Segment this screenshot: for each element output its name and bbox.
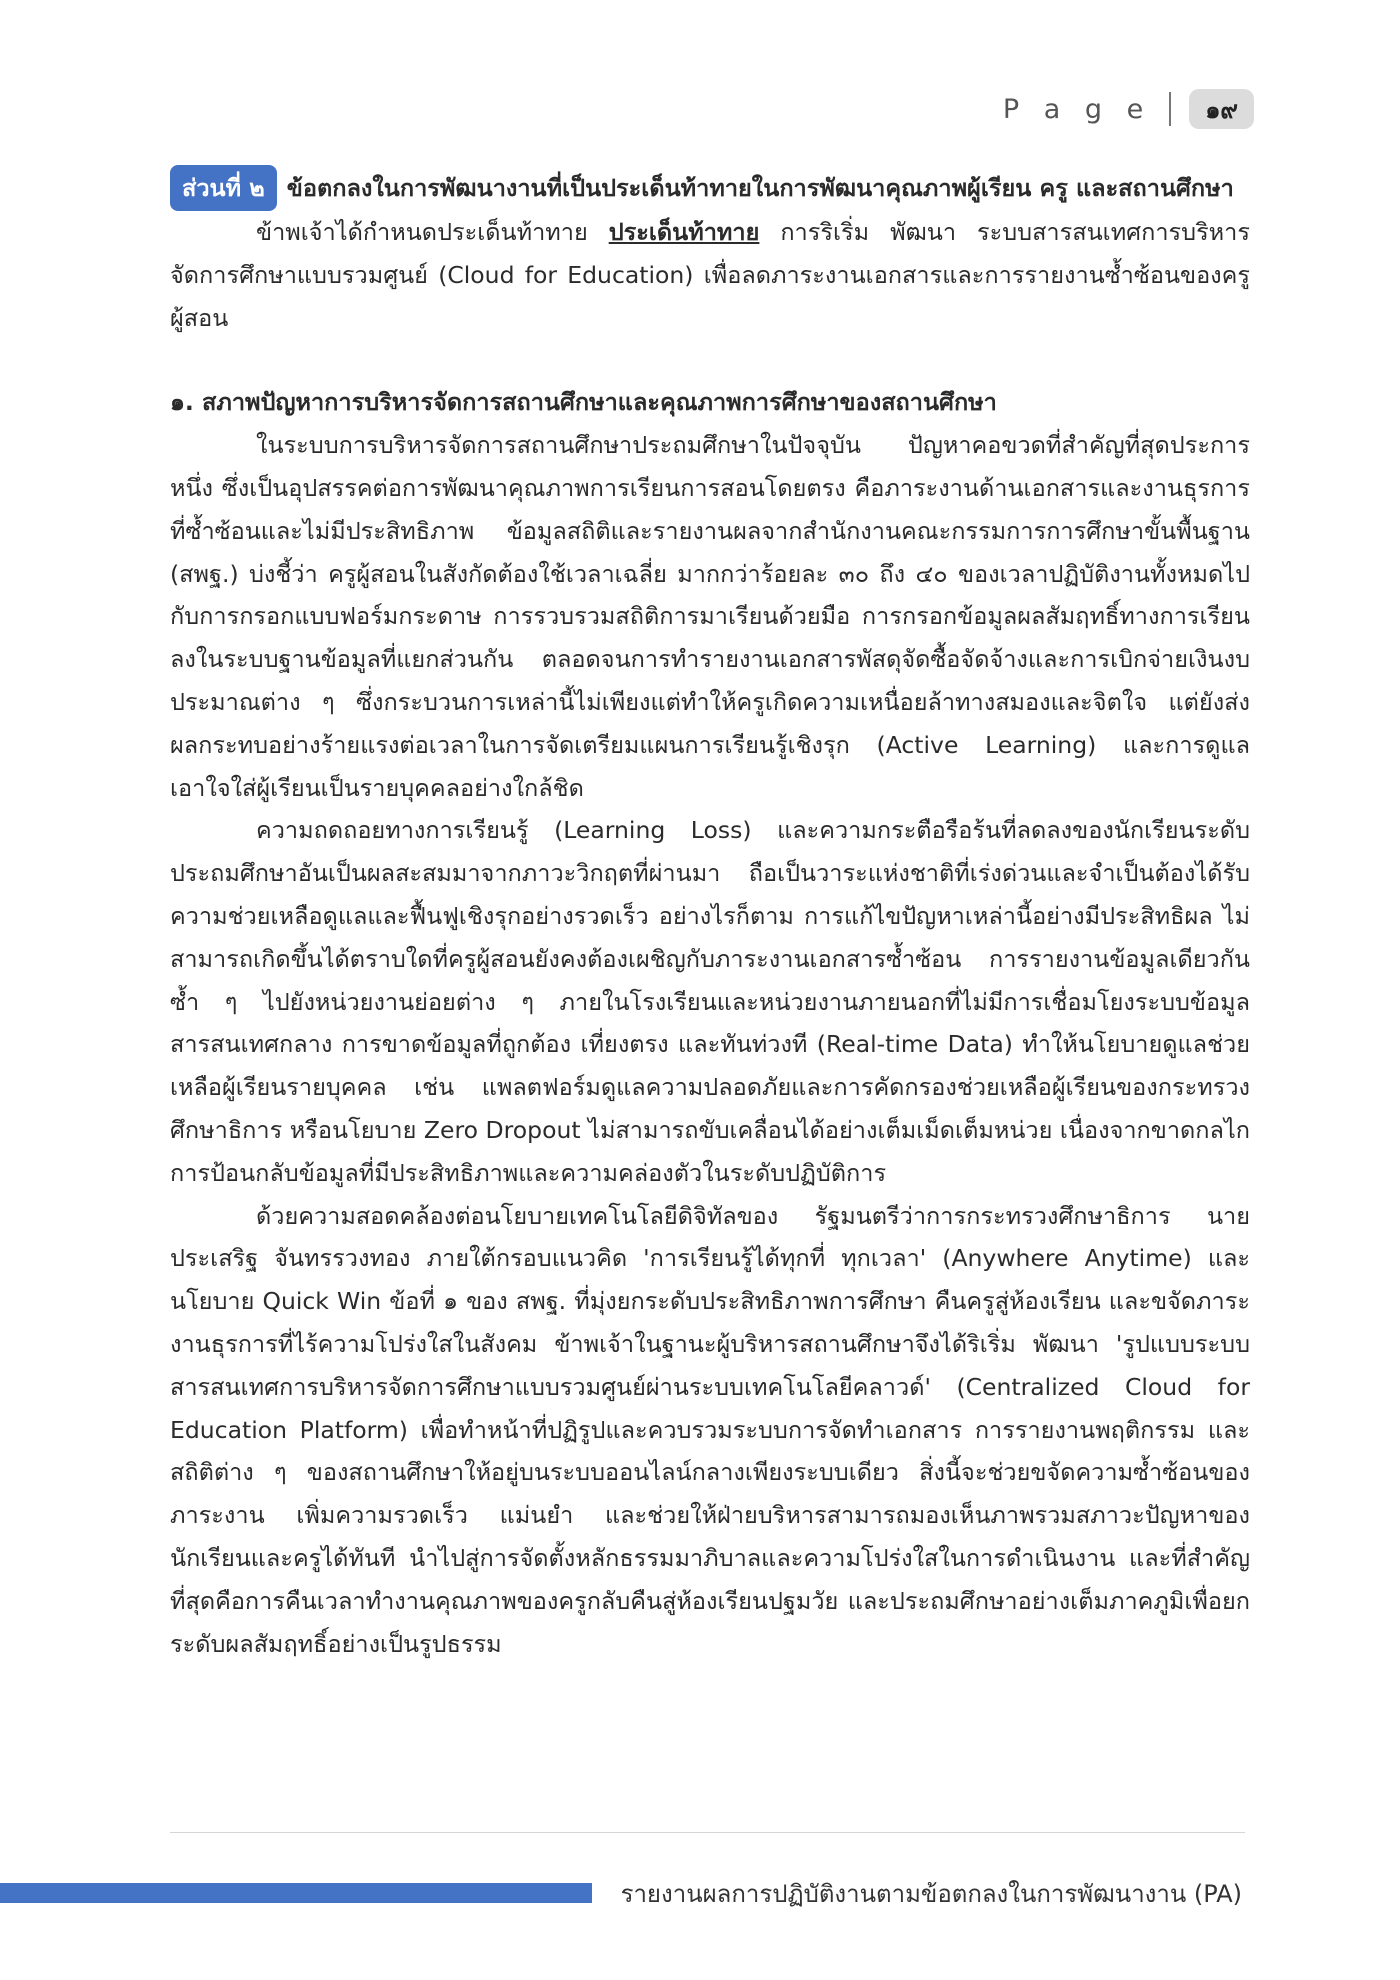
body-paragraph-1: ในระบบการบริหารจัดการสถานศึกษาประถมศึกษาในปัจจุบัน ปัญหาคอขวดที่สำคัญที่สุดประการหนึ่ง ซึ่งเป็นอุปสรรคต่อการพัฒนาคุณภาพการเรียนการสอนโดยตรง คือภาระงานด้านเอกสารและงานธุรการที่ซ้ำซ้อนและไม่มีประสิทธิภาพ ข้อมูลสถิติและรายงานผลจากสำนักงานคณะกรรมการการศึกษาขั้นพื้นฐาน (สพฐ.) บ่งชี้ว่า ครูผู้สอนในสังกัดต้องใช้เวลาเฉลี่ย มากกว่าร้อยละ ๓๐ ถึง ๔๐ ของเวลาปฏิบัติงานทั้งหมดไปกับการกรอกแบบฟอร์มกระดาษ การรวบรวมสถิติการมาเรียนด้วยมือ การกรอกข้อมูลผลสัมฤทธิ์ทางการเรียนลงในระบบฐานข้อมูลที่แยกส่วนกัน ตลอดจนการทำรายงานเอกสารพัสดุจัดซื้อจัดจ้างและการเบิกจ่ายเงินงบประมาณต่าง ๆ ซึ่งกระบวนการเหล่านี้ไม่เพียงแต่ทำให้ครูเกิดความเหนื่อยล้าทางสมองและจิตใจ แต่ยังส่งผลกระทบอย่างร้ายแรงต่อเวลาในการจัดเตรียมแผนการเรียนรู้เชิงรุก (Active Learning) และการดูแลเอาใจใส่ผู้เรียนเป็นรายบุคคลอย่างใกล้ชิด xyxy=(170,431,1250,802)
footer-title: รายงานผลการปฏิบัติงานตามข้อตกลงในการพัฒนางาน (PA) xyxy=(620,1880,1242,1908)
intro-underlined: ประเด็นท้าทาย xyxy=(608,218,760,246)
page-number-badge: ๑๙ xyxy=(1189,89,1254,129)
page-label: P a g e xyxy=(1002,93,1152,125)
heading-1: ๑. สภาพปัญหาการบริหารจัดการสถานศึกษาและคุณภาพการศึกษาของสถานศึกษา xyxy=(170,388,997,417)
section-tag: ส่วนที่ ๒ xyxy=(170,165,277,211)
intro-after: การริเริ่ม พัฒนา ระบบสารสนเทศการบริหารจัดการศึกษาแบบรวมศูนย์ (Cloud for Education) เพื่อลดภาระงานเอกสารและการรายงานซ้ำซ้อนของครูผู้สอน xyxy=(170,218,1250,332)
page-header xyxy=(1003,88,1254,130)
body-paragraph-2: ความถดถอยทางการเรียนรู้ (Learning Loss) และความกระตือรือร้นที่ลดลงของนักเรียนระดับประถมศึกษาอันเป็นผลสะสมมาจากภาวะวิกฤตที่ผ่านมา ถือเป็นวาระแห่งชาติที่เร่งด่วนและจำเป็นต้องได้รับความช่วยเหลือดูแลและฟื้นฟูเชิงรุกอย่างรวดเร็ว อย่างไรก็ตาม การแก้ไขปัญหาเหล่านี้อย่างมีประสิทธิผล ไม่สามารถเกิดขึ้นได้ตราบใดที่ครูผู้สอนยังคงต้องเผชิญกับภาระงานเอกสารซ้ำซ้อน การรายงานข้อมูลเดียวกันซ้ำ ๆ ไปยังหน่วยงานย่อยต่าง ๆ ภายในโรงเรียนและหน่วยงานภายนอกที่ไม่มีการเชื่อมโยงระบบข้อมูลสารสนเทศกลาง การขาดข้อมูลที่ถูกต้อง เที่ยงตรง และทันท่วงที (Real-time Data) ทำให้นโยบายดูแลช่วยเหลือผู้เรียนรายบุคคล เช่น แพลตฟอร์มดูแลความปลอดภัยและการคัดกรองช่วยเหลือผู้เรียนของกระทรวงศึกษาธิการ หรือนโยบาย Zero Dropout ไม่สามารถขับเคลื่อนได้อย่างเต็มเม็ดเต็มหน่วย เนื่องจากขาดกลไกการป้อนกลับข้อมูลที่มีประสิทธิภาพและความคล่องตัวในระดับปฏิบัติการ xyxy=(170,816,1250,1187)
intro-paragraph xyxy=(170,211,1250,339)
document-body xyxy=(170,165,1250,1665)
intro-before: ข้าพเจ้าได้กำหนดประเด็นท้าทาย xyxy=(256,218,609,246)
footer-divider xyxy=(170,1832,1245,1833)
footer-accent-bar xyxy=(0,1883,592,1903)
body-paragraph-3: ด้วยความสอดคล้องต่อนโยบายเทคโนโลยีดิจิทัลของ รัฐมนตรีว่าการกระทรวงศึกษาธิการ นายประเสริฐ จันทรรวงทอง ภายใต้กรอบแนวคิด 'การเรียนรู้ได้ทุกที่ ทุกเวลา' (Anywhere Anytime) และนโยบาย Quick Win ข้อที่ ๑ ของ สพฐ. ที่มุ่งยกระดับประสิทธิภาพการศึกษา คืนครูสู่ห้องเรียน และขจัดภาระงานธุรการที่ไร้ความโปร่งใสในสังคม ข้าพเจ้าในฐานะผู้บริหารสถานศึกษาจึงได้ริเริ่ม พัฒนา 'รูปแบบระบบสารสนเทศการบริหารจัดการศึกษาแบบรวมศูนย์ผ่านระบบเทคโนโลยีคลาวด์' (Centralized Cloud for Education Platform) เพื่อทำหน้าที่ปฏิรูปและควบรวมระบบการจัดทำเอกสาร การรายงานพฤติกรรม และสถิติต่าง ๆ ของสถานศึกษาให้อยู่บนระบบออนไลน์กลางเพียงระบบเดียว สิ่งนี้จะช่วยขจัดความซ้ำซ้อนของภาระงาน เพิ่มความรวดเร็ว แม่นยำ และช่วยให้ฝ่ายบริหารสามารถมองเห็นภาพรวมสภาวะปัญหาของนักเรียนและครูได้ทันที นำไปสู่การจัดตั้งหลักธรรมมาภิบาลและความโปร่งใสในการดำเนินงาน และที่สำคัญที่สุดคือการคืนเวลาทำงานคุณภาพของครูกลับคืนสู่ห้องเรียนปฐมวัย และประถมศึกษาอย่างเต็มภาคภูมิเพื่อยกระดับผลสัมฤทธิ์อย่างเป็นรูปธรรม xyxy=(170,1201,1250,1658)
section-title xyxy=(170,165,1250,211)
section-title-text: ข้อตกลงในการพัฒนางานที่เป็นประเด็นท้าทายในการพัฒนาคุณภาพผู้เรียน ครู และสถานศึกษา xyxy=(286,174,1234,202)
page-separator xyxy=(1169,92,1171,126)
